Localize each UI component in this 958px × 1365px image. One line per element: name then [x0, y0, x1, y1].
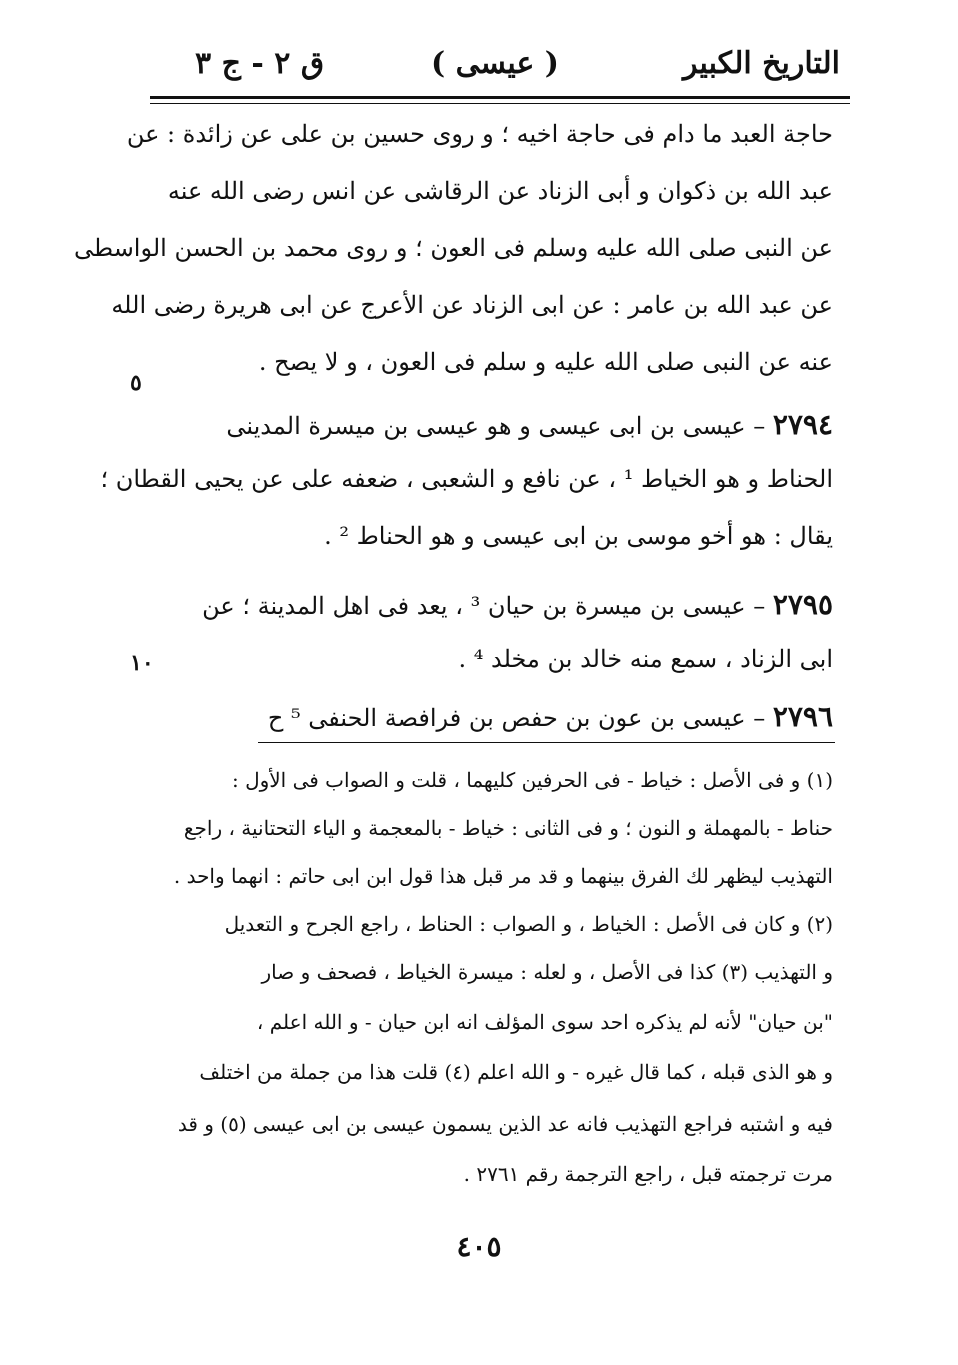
entry-number: ٢٧٩٤ [772, 408, 833, 441]
footnote-line: (٢) و كان فى الأصل : الخياط ، و الصواب : الحناط ، راجع الجرح و التعديل [224, 912, 833, 936]
entry-first-line [163, 700, 833, 756]
footnote-line: "بن حيان" لأنه لم يذكره احد سوى المؤلف انه ابن حيان - و الله اعلم ، [256, 1010, 833, 1034]
page-header [150, 38, 840, 94]
entry-first-line [163, 408, 833, 464]
entry-text: – عيسى بن ابى عيسى و هو عيسى بن ميسرة المدينى [226, 412, 766, 440]
page-number: ٤٠٥ [456, 1230, 502, 1263]
text-line: عنه عن النبى صلى الله عليه و سلم فى العون ، و لا يصح . [258, 348, 833, 376]
footnote-line: مرت ترجمته قبل ، راجع الترجمة رقم ٢٧٦١ . [463, 1162, 833, 1186]
text-line: يقال : هو أخو موسى بن ابى عيسى و هو الحناط ² . [324, 522, 833, 550]
text-line: عن عبد الله بن عامر : عن ابى الزناد عن الأعرج عن ابى هريرة رضى الله [111, 291, 833, 319]
entry-number: ٢٧٩٥ [772, 588, 833, 621]
margin-line-number: ١٠ [130, 650, 154, 676]
text-line: عبد الله بن ذكوان و أبى الزناد عن الرقاشى عن انس رضى الله عنه [167, 177, 833, 205]
footnote-line: و هو الذى قبله ، كما قال غيره - و الله اعلم (٤) قلت هذا من جملة من اختلف [199, 1060, 833, 1084]
volume-reference: ق ٢ - ج ٣ [195, 46, 325, 81]
footnote-line: (١) و فى الأصل : خياط - فى الحرفين كليهما ، قلت و الصواب فى الأول : [231, 768, 833, 792]
header-rule-thin [150, 103, 850, 104]
footnote-line: حناط - بالمهملة و النون ؛ و فى الثانى : خياط - بالمعجمة و الياء التحتانية ، راجع [183, 816, 833, 840]
margin-line-number: ٥ [130, 370, 142, 396]
footnote-line: فيه و اشتبه فراجع التهذيب فانه عد الذين يسمون عيسى بن ابى عيسى (٥) و قد [177, 1112, 833, 1136]
entry-number: ٢٧٩٦ [772, 700, 833, 733]
footnote-separator [258, 742, 835, 743]
header-rule-thick [150, 96, 850, 99]
text-line: عن النبى صلى الله عليه وسلم فى العون ؛ و روى محمد بن الحسن الواسطى [74, 234, 833, 262]
footnote-line: و التهذيب (٣) كذا فى الأصل ، و لعله : ميسرة الخياط ، فصحف و صار [261, 960, 833, 984]
book-title: التاريخ الكبير [682, 46, 840, 81]
footnote-line: التهذيب ليظهر لك الفرق بينهما و قد مر قبل هذا قول ابن ابى حاتم : انهما واحد . [173, 864, 833, 888]
chapter-title: ( عيسى ) [431, 46, 559, 81]
entry-first-line [163, 588, 833, 644]
entry-text: – عيسى بن ميسرة بن حيان ³ ، يعد فى اهل المدينة ؛ عن [202, 592, 766, 620]
text-line: ابى الزناد ، سمع منه خالد بن مخلد ⁴ . [458, 645, 833, 673]
entry-text: – عيسى بن عون بن حفص بن فرافصة الحنفى ⁵ ح [267, 704, 766, 732]
text-line: حاجة العبد ما دام فى حاجة اخيه ؛ و روى حسين بن على عن زائدة : عن [126, 120, 833, 148]
text-line: الحناط و هو الخياط ¹ ، عن نافع و الشعبى ، ضعفه على عن يحيى القطان ؛ [100, 465, 833, 493]
